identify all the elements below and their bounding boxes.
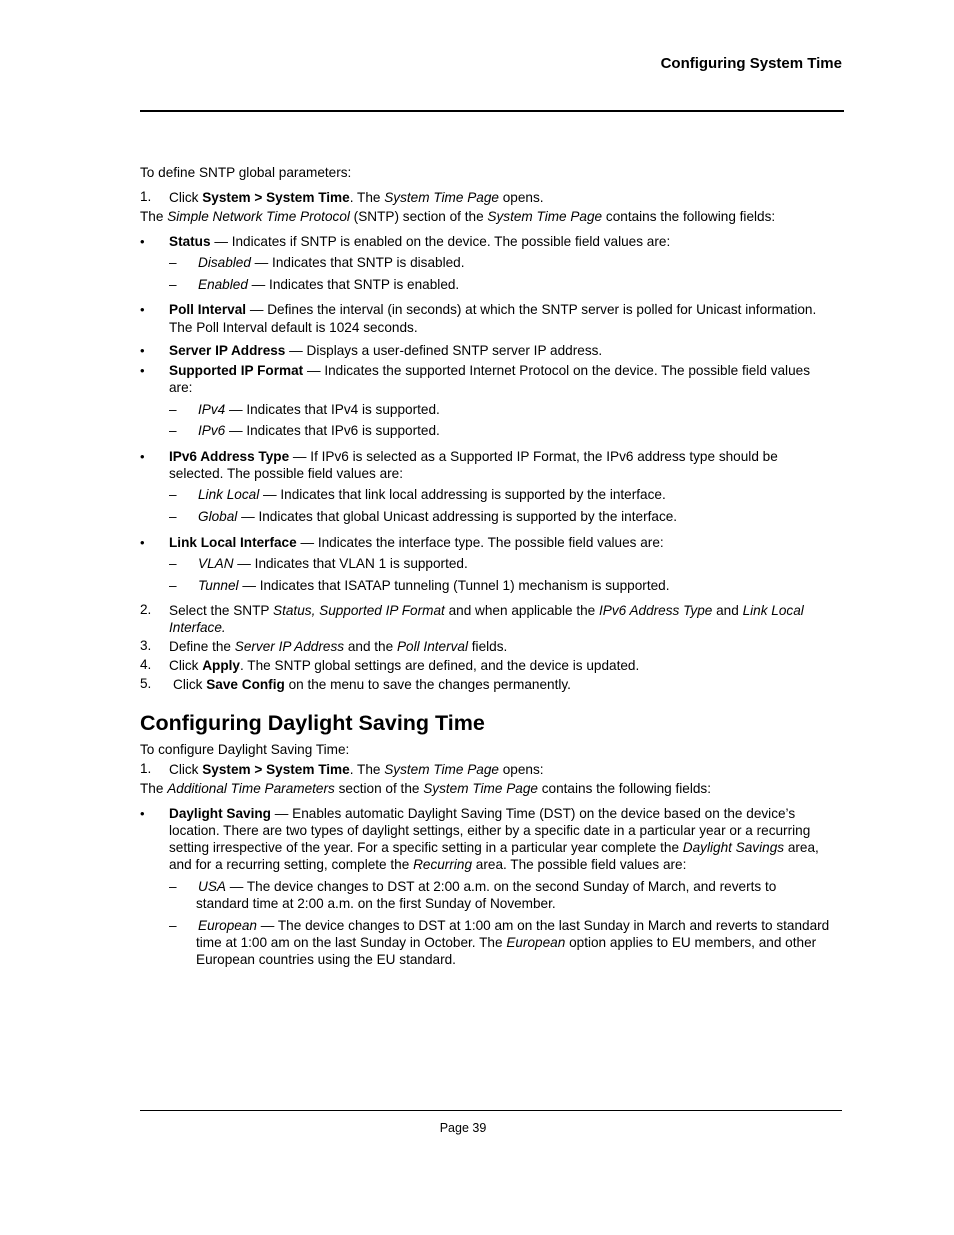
dash-glyph: – [169, 918, 177, 933]
sntp-intro: To define SNTP global parameters: [140, 165, 352, 180]
field-server-ip: Server IP Address — Displays a user-defined SNTP server IP address. [169, 343, 603, 358]
status-option-enabled: Enabled — Indicates that SNTP is enabled. [198, 277, 460, 292]
step-number: 1. [140, 189, 152, 204]
daylight-option-european: European — The device changes to DST at 1:00 am on the last Sunday in March and reverts to standard [198, 918, 830, 933]
field-poll-interval: Poll Interval — Defines the interval (in seconds) at which the SNTP server is polled for Unicast information. [169, 302, 817, 317]
sntp-step-2-cont: Interface. [169, 620, 226, 635]
bullet-glyph: • [140, 806, 145, 821]
field-supported-ip-format-cont: are: [169, 380, 193, 395]
daylight-option-european-cont: European countries using the EU standard. [196, 952, 456, 967]
field-ipv6-address-type-cont: selected. The possible field values are: [169, 466, 404, 481]
step-number: 4. [140, 657, 152, 672]
bullet-glyph: • [140, 302, 145, 317]
dash-glyph: – [169, 509, 177, 524]
section-heading: Configuring Daylight Saving Time [140, 711, 485, 735]
sntp-fields-intro: The Simple Network Time Protocol (SNTP) section of the System Time Page contains the following fields: [140, 209, 776, 224]
page-number: Page 39 [439, 1121, 487, 1135]
bullet-glyph: • [140, 363, 145, 378]
bullet-glyph: • [140, 535, 145, 550]
bullet-glyph: • [140, 234, 145, 249]
dash-glyph: – [169, 402, 177, 417]
format-option-ipv6: IPv6 — Indicates that IPv6 is supported. [198, 423, 440, 438]
linklocal-option-tunnel: Tunnel — Indicates that ISATAP tunneling (Tunnel 1) mechanism is supported. [198, 578, 670, 593]
ipv6type-option-global: Global — Indicates that global Unicast addressing is supported by the interface. [198, 509, 678, 524]
header-rule [140, 110, 844, 112]
running-header-title: Configuring System Time [660, 55, 842, 72]
bullet-glyph: • [140, 343, 145, 358]
dash-glyph: – [169, 277, 177, 292]
sntp-step-2: Select the SNTP Status, Supported IP Format and when applicable the IPv6 Address Type and Link Local [169, 603, 804, 618]
sntp-step-5: Click Save Config on the menu to save the changes permanently. [173, 677, 571, 692]
step-number: 5. [140, 676, 152, 691]
field-daylight-saving-cont: and for a recurring setting, complete the Recurring area. The possible field values are: [169, 857, 687, 872]
daylight-option-usa: USA — The device changes to DST at 2:00 a.m. on the second Sunday of March, and reverts to [198, 879, 777, 894]
status-option-disabled: Disabled — Indicates that SNTP is disabled. [198, 255, 465, 270]
dash-glyph: – [169, 578, 177, 593]
field-link-local-interface: Link Local Interface — Indicates the interface type. The possible field values are: [169, 535, 664, 550]
sntp-step-3: Define the Server IP Address and the Poll Interval fields. [169, 639, 508, 654]
step-number: 1. [140, 761, 152, 776]
dash-glyph: – [169, 487, 177, 502]
dash-glyph: – [169, 423, 177, 438]
daylight-option-usa-cont: standard time at 2:00 a.m. on the first Sunday of November. [196, 896, 556, 911]
bullet-glyph: • [140, 449, 145, 464]
daylight-option-european-cont: time at 1:00 am on the last Sunday in October. The European option applies to EU members, and other [196, 935, 817, 950]
dst-fields-intro: The Additional Time Parameters section of the System Time Page contains the following fields: [140, 781, 711, 796]
field-status: Status — Indicates if SNTP is enabled on the device. The possible field values are: [169, 234, 671, 249]
field-supported-ip-format: Supported IP Format — Indicates the supported Internet Protocol on the device. The possible field values [169, 363, 810, 378]
format-option-ipv4: IPv4 — Indicates that IPv4 is supported. [198, 402, 440, 417]
field-daylight-saving-cont: setting irrespective of the year. For a specific setting in a particular year complete the Daylight Savings area, [169, 840, 819, 855]
field-daylight-saving: Daylight Saving — Enables automatic Daylight Saving Time (DST) on the device based on the device’s [169, 806, 796, 821]
dst-step-1: Click System > System Time. The System Time Page opens: [169, 762, 544, 777]
dst-intro: To configure Daylight Saving Time: [140, 742, 350, 757]
sntp-step-4: Click Apply. The SNTP global settings are defined, and the device is updated. [169, 658, 640, 673]
field-daylight-saving-cont: location. There are two types of daylight settings, either by a specific date in a particular year or a recurring [169, 823, 811, 838]
dash-glyph: – [169, 556, 177, 571]
dash-glyph: – [169, 255, 177, 270]
field-ipv6-address-type: IPv6 Address Type — If IPv6 is selected as a Supported IP Format, the IPv6 address type should be [169, 449, 778, 464]
step-number: 3. [140, 638, 152, 653]
sntp-step-1: Click System > System Time. The System Time Page opens. [169, 190, 544, 205]
step-number: 2. [140, 602, 152, 617]
field-poll-interval-cont: The Poll Interval default is 1024 seconds. [169, 320, 418, 335]
dash-glyph: – [169, 879, 177, 894]
linklocal-option-vlan: VLAN — Indicates that VLAN 1 is supported. [198, 556, 468, 571]
ipv6type-option-link-local: Link Local — Indicates that link local addressing is supported by the interface. [198, 487, 666, 502]
footer-rule [140, 1110, 842, 1111]
